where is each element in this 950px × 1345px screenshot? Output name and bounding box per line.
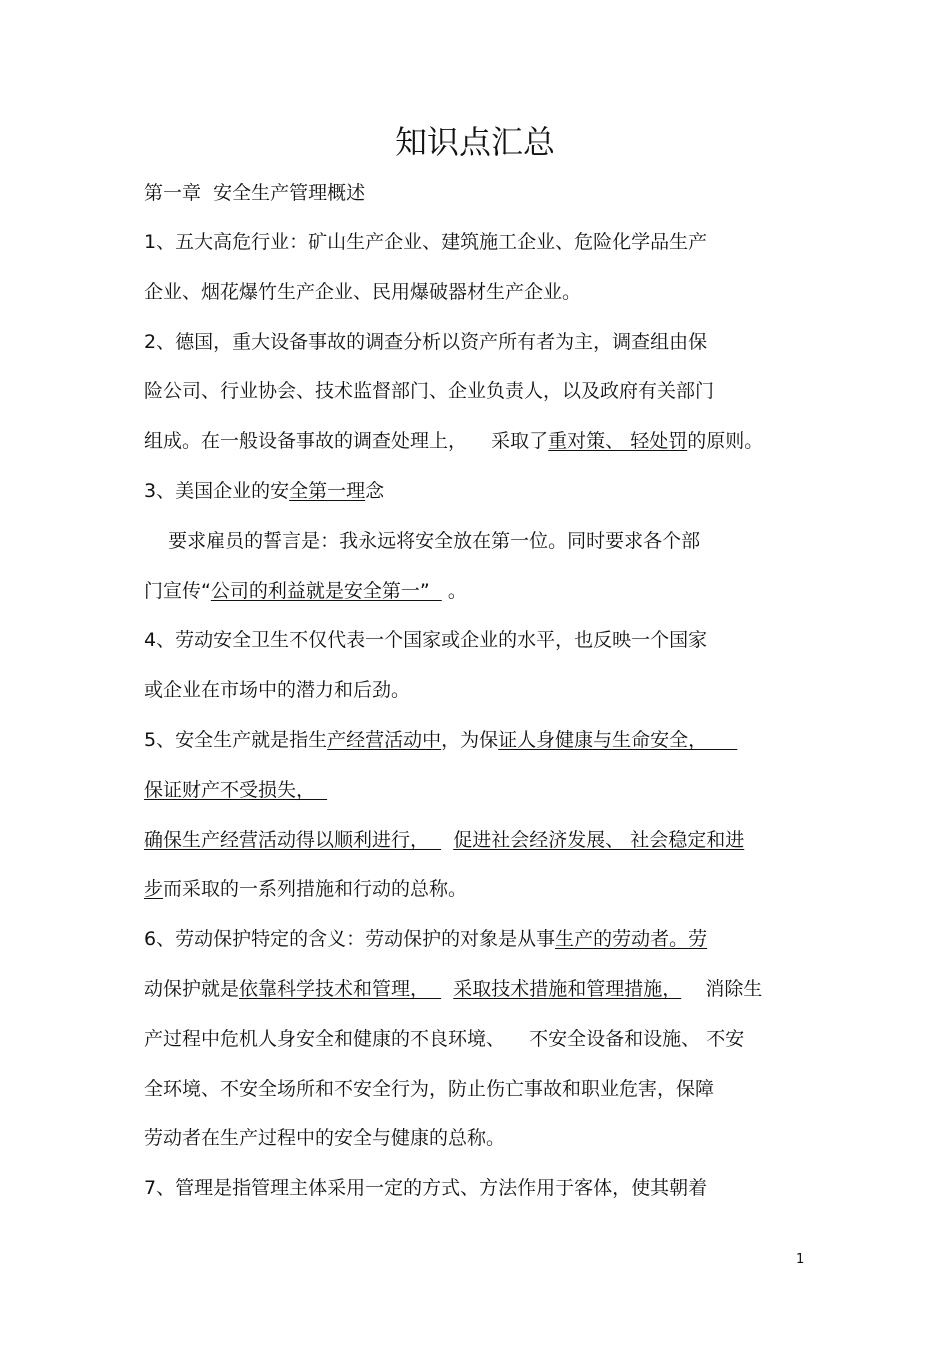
text-segment: 念	[365, 480, 385, 502]
text-segment	[441, 829, 453, 851]
text-segment: 4、劳动安全卫生不仅代表一个国家或企业的水平，也反映一个国家	[144, 629, 708, 651]
text-line	[144, 627, 707, 653]
text-line	[144, 578, 467, 604]
text-segment: 而采取的一系列措施和行动的总称。	[163, 878, 468, 900]
text-segment: 2、德国，重大设备事故的调查分析以资产所有者为主，调查组由保	[144, 331, 708, 353]
text-line	[144, 478, 384, 504]
text-line	[144, 1125, 505, 1151]
text-segment: 1、五大高危行业：矿山生产企业、建筑施工企业、危险化学品生产	[144, 231, 708, 253]
text-line	[144, 727, 737, 753]
text-segment: 门宣传“	[144, 580, 211, 602]
underlined-text: 促进社会经济发展、 社会稳定和进	[453, 829, 745, 851]
text-segment: 动保护就是	[144, 978, 240, 1000]
text-line	[144, 279, 581, 305]
text-segment: ，为保	[441, 729, 499, 751]
chapter-heading: 第一章 安全生产管理概述	[144, 182, 366, 204]
text-segment: 劳动者在生产过程中的安全与健康的总称。	[144, 1127, 506, 1149]
underlined-text: 依靠科学技术和管理，	[239, 978, 442, 1000]
underlined-text: 步	[144, 878, 164, 900]
text-line	[144, 1175, 707, 1201]
text-segment: 或企业在市场中的潜力和后劲。	[144, 679, 411, 701]
page-number: 1	[796, 1252, 805, 1267]
text-line	[144, 1076, 714, 1102]
text-line	[144, 329, 707, 355]
underlined-text: 保证财产不受损失，	[144, 779, 328, 801]
text-line	[144, 926, 707, 952]
text-segment: 消除生	[681, 978, 763, 1000]
text-line	[144, 378, 714, 404]
underlined-text: 公司的利益就是安全第一”	[210, 580, 442, 602]
text-line	[144, 428, 763, 454]
text-segment: 全环境、不安全场所和不安全行为，防止伤亡事故和职业危害，保障	[144, 1078, 715, 1100]
text-line	[144, 229, 707, 255]
text-line	[144, 976, 762, 1002]
text-segment: 7、管理是指管理主体采用一定的方式、方法作用于客体，使其朝着	[144, 1177, 708, 1199]
page-title: 知识点汇总	[394, 123, 555, 161]
text-line	[144, 777, 327, 803]
text-segment: 6、劳动保护特定的含义：劳动保护的对象是从事	[144, 928, 556, 950]
text-segment	[441, 978, 453, 1000]
underlined-text: 采取技术措施和管理措施，	[453, 978, 682, 1000]
text-line	[144, 1026, 744, 1052]
text-line	[144, 876, 467, 902]
text-segment: 产过程中危机人身安全和健康的不良环境、 不安全设备和设施、 不安	[144, 1028, 745, 1050]
underlined-text: 重对策、 轻处罚	[548, 430, 688, 452]
underlined-text: 产经营活动中	[327, 729, 442, 751]
text-segment: 的原则。	[687, 430, 764, 452]
text-segment: 要求雇员的誓言是：我永远将安全放在第一位。同时要求各个部	[144, 530, 701, 552]
underlined-text: 全第一理	[289, 480, 366, 502]
text-line	[144, 677, 410, 703]
text-segment: 险公司、行业协会、技术监督部门、企业负责人，以及政府有关部门	[144, 380, 715, 402]
text-line	[144, 827, 744, 853]
underlined-text: 生产的劳动者。劳	[555, 928, 708, 950]
text-segment: 3、美国企业的安	[144, 480, 290, 502]
text-segment: 企业、烟花爆竹生产企业、民用爆破器材生产企业。	[144, 281, 582, 303]
text-segment: 组成。在一般设备事故的调查处理上， 采取了	[144, 430, 549, 452]
underlined-text: 确保生产经营活动得以顺利进行，	[144, 829, 442, 851]
text-segment: 5、安全生产就是指生	[144, 729, 328, 751]
text-segment: 。	[441, 580, 467, 602]
text-line	[144, 528, 700, 554]
underlined-text: 证人身健康与生命安全，	[498, 729, 738, 751]
